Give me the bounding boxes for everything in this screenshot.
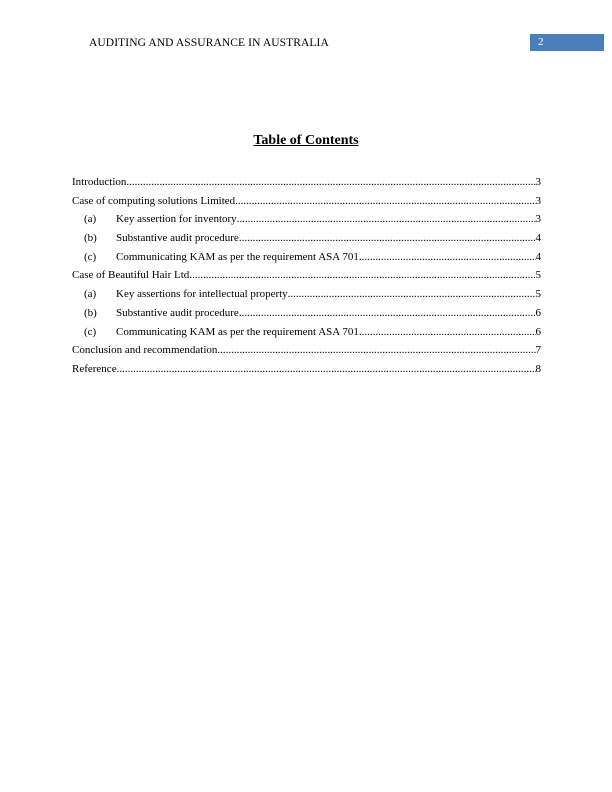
toc-entry-page: 3 <box>535 194 541 207</box>
toc-entry-title: Key assertion for inventory <box>116 213 237 226</box>
toc-heading: Table of Contents <box>253 133 359 148</box>
toc-entry-title: Case of computing solutions Limited <box>72 194 236 207</box>
page-number: 2 <box>538 36 544 48</box>
toc-entry-title: Reference <box>72 362 117 375</box>
toc-subentry[interactable] <box>72 213 541 232</box>
toc-entry-page: 4 <box>535 232 541 245</box>
toc-entry[interactable] <box>72 344 541 363</box>
toc-subentry[interactable] <box>72 326 541 345</box>
toc-entry-marker: (a) <box>84 288 97 301</box>
toc-entry-title: Communicating KAM as per the requirement ASA 701 <box>116 325 359 338</box>
toc-entry-marker: (b) <box>84 306 97 319</box>
toc-entry-page: 4 <box>535 250 541 263</box>
toc-subentry[interactable] <box>72 232 541 251</box>
toc-leader-dots <box>237 213 536 225</box>
toc-entry-title: Conclusion and recommendation <box>72 344 218 357</box>
toc-entry[interactable] <box>72 363 541 382</box>
toc-entry-title: Key assertions for intellectual property <box>116 288 288 301</box>
toc-entry-page: 7 <box>535 344 541 357</box>
toc-entry-title: Substantive audit procedure <box>116 306 239 319</box>
toc-entry-title: Case of Beautiful Hair Ltd <box>72 269 190 282</box>
toc-entry[interactable] <box>72 269 541 288</box>
toc-entry-page: 8 <box>535 362 541 375</box>
toc-entry[interactable] <box>72 195 541 214</box>
toc-leader-dots <box>189 269 535 281</box>
running-header: AUDITING AND ASSURANCE IN AUSTRALIA <box>89 37 329 49</box>
toc-entry-page: 3 <box>535 213 541 226</box>
toc-entry[interactable] <box>72 176 541 195</box>
toc-leader-dots <box>359 326 536 338</box>
toc-entry-title: Substantive audit procedure <box>116 232 239 245</box>
toc-leader-dots <box>126 176 535 188</box>
toc-entry-marker: (c) <box>84 250 97 263</box>
toc-entry-marker: (b) <box>84 232 97 245</box>
toc-leader-dots <box>239 307 536 319</box>
toc-leader-dots <box>288 288 536 300</box>
toc-entry-marker: (a) <box>84 213 97 226</box>
toc-entry-page: 5 <box>535 269 541 282</box>
toc-entry-title: Communicating KAM as per the requirement ASA 701 <box>116 250 359 263</box>
toc-leader-dots <box>239 232 536 244</box>
toc-leader-dots <box>359 251 536 263</box>
toc-subentry[interactable] <box>72 307 541 326</box>
toc-entry-title: Introduction <box>72 176 127 188</box>
page-number-badge <box>530 34 604 51</box>
toc-entry-marker: (c) <box>84 325 97 338</box>
toc-entry-page: 5 <box>535 288 541 301</box>
toc-entry-page: 6 <box>535 306 541 319</box>
toc-subentry[interactable] <box>72 288 541 307</box>
toc-leader-dots <box>217 344 535 356</box>
toc-leader-dots <box>235 195 535 207</box>
table-of-contents <box>72 176 541 382</box>
toc-subentry[interactable] <box>72 251 541 270</box>
toc-entry-page: 3 <box>535 176 541 188</box>
toc-entry-page: 6 <box>535 325 541 338</box>
toc-leader-dots <box>117 363 536 375</box>
